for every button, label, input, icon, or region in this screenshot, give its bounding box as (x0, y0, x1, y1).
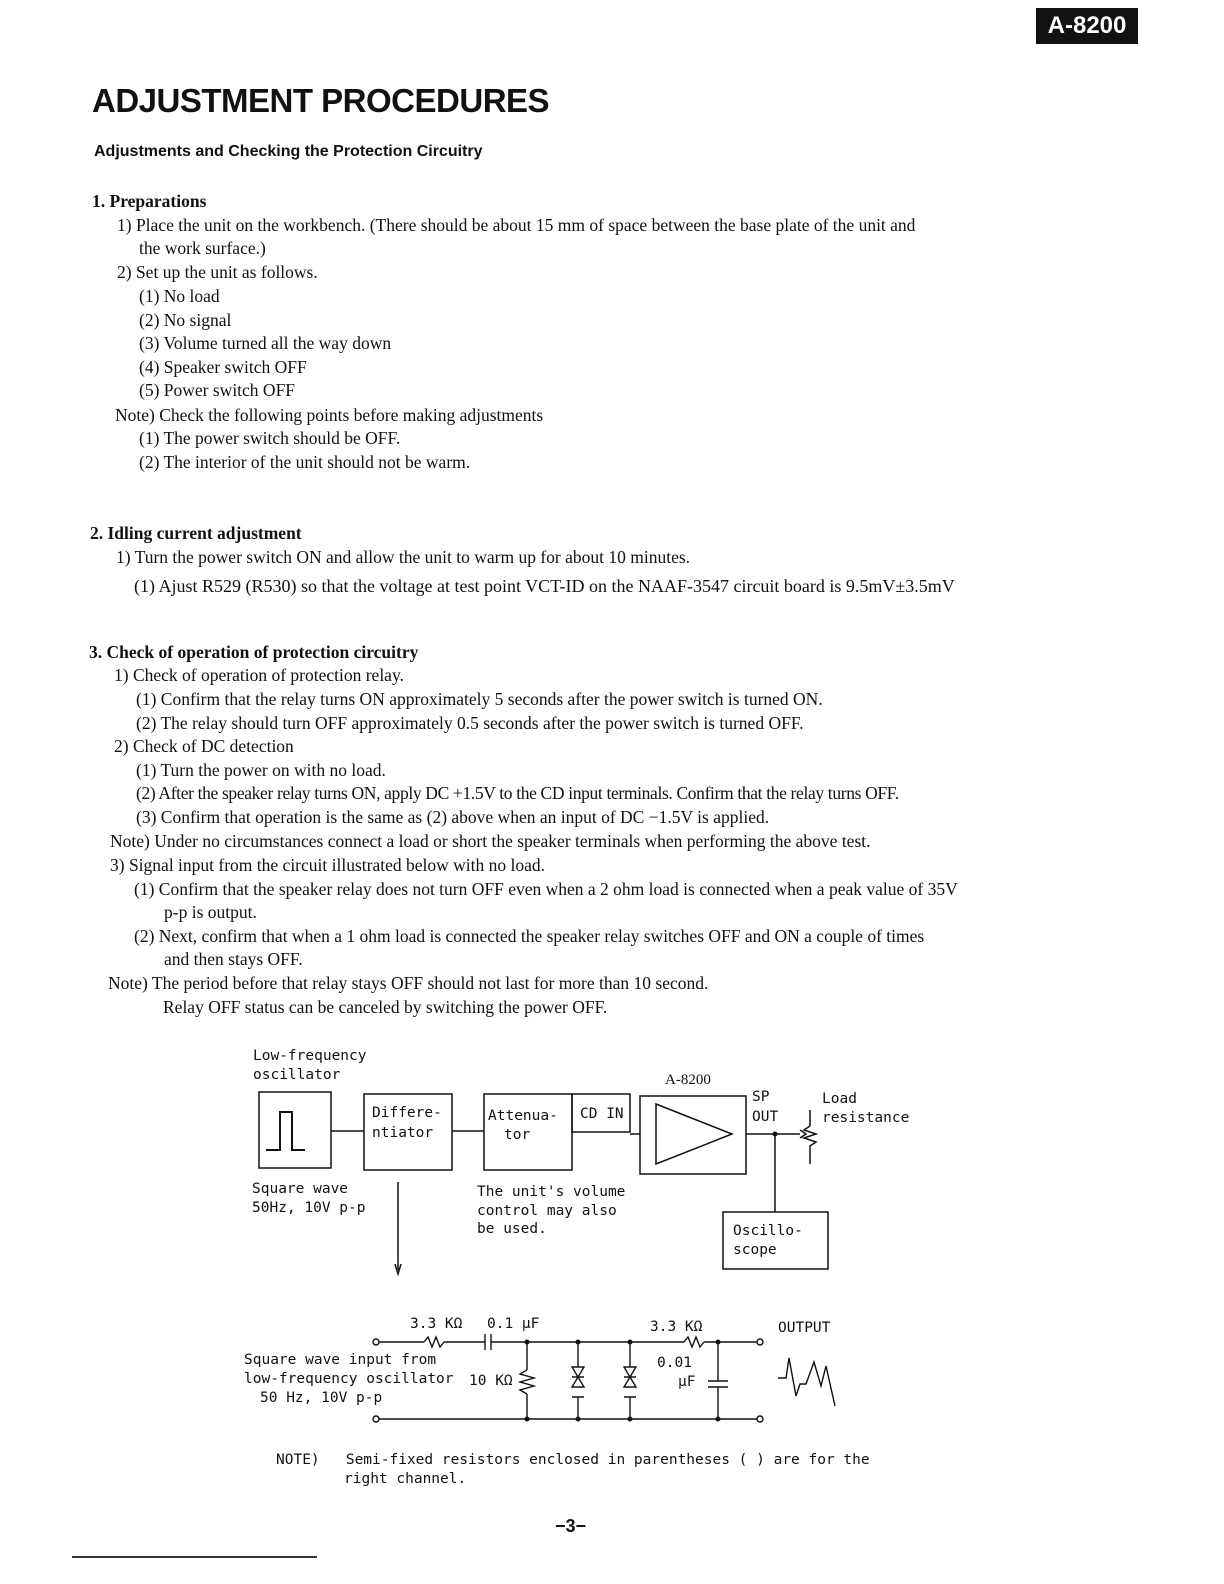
square-wave-label: 50Hz, 10V p-p (252, 1200, 366, 1216)
input-label: low-frequency oscillator (244, 1371, 454, 1387)
amplifier-triangle (656, 1104, 732, 1164)
output-label: OUTPUT (778, 1320, 831, 1336)
output-waveform-icon (778, 1358, 835, 1406)
r3-label: 3.3 KΩ (650, 1319, 703, 1335)
cd-in-label: CD IN (580, 1106, 624, 1122)
model-badge: A-8200 (1036, 8, 1138, 44)
section-3-note-2-cont: Relay OFF status can be canceled by switching the power OFF. (163, 997, 608, 1017)
r1-label: 3.3 KΩ (410, 1316, 463, 1332)
square-wave-icon (266, 1112, 305, 1150)
sp-label: SP (752, 1089, 770, 1105)
step-item: (1) Turn the power on with no load. (136, 760, 386, 780)
setup-item: (2) No signal (139, 310, 232, 330)
oscillator-box (259, 1092, 331, 1168)
step-item: (3) Confirm that operation is the same as (2) above when an input of DC −1.5V is applied. (136, 807, 770, 827)
section-2-heading: 2. Idling current adjustment (90, 523, 302, 543)
att-label: tor (504, 1127, 531, 1143)
note-item: (2) The interior of the unit should not be warm. (139, 452, 471, 472)
section-1-step-1-cont: the work surface.) (139, 238, 266, 258)
setup-item: (4) Speaker switch OFF (139, 357, 307, 377)
output-terminal (757, 1339, 763, 1345)
step-item-cont: p-p is output. (164, 902, 257, 922)
section-1-step-1: 1) Place the unit on the workbench. (There should be about 15 mm of space between the base plate of the unit and (117, 215, 916, 235)
footer-rule (72, 1556, 317, 1558)
wiper-arrow (800, 1130, 806, 1138)
diff-label: ntiator (372, 1125, 434, 1141)
footnote-cont: right channel. (344, 1471, 467, 1487)
diff-label: Differe- (372, 1105, 442, 1121)
setup-item: (3) Volume turned all the way down (139, 333, 392, 353)
input-terminal (373, 1339, 379, 1345)
att-label: Attenua- (488, 1108, 558, 1124)
c2-label: 0.01 (657, 1355, 692, 1371)
section-1-step-2: 2) Set up the unit as follows. (117, 262, 318, 282)
section-2-step-1: 1) Turn the power switch ON and allow the unit to warm up for about 10 minutes. (116, 547, 691, 567)
section-3-heading: 3. Check of operation of protection circuitry (89, 642, 419, 662)
c2-label: μF (678, 1374, 696, 1390)
osc-label: oscillator (253, 1067, 341, 1083)
load-label: resistance (822, 1110, 910, 1126)
section-1-heading: 1. Preparations (92, 191, 207, 211)
scope-label: Oscillo- (733, 1223, 803, 1239)
subtitle: Adjustments and Checking the Protection Circuitry (94, 143, 483, 160)
step-item: (1) Confirm that the relay turns ON approximately 5 seconds after the power switch is turned ON. (136, 689, 823, 709)
note-item: (1) The power switch should be OFF. (139, 428, 401, 448)
resistor-r1 (424, 1337, 444, 1347)
step-item-cont: and then stays OFF. (164, 949, 303, 969)
c1-label: 0.1 μF (487, 1316, 540, 1332)
resistor-r3 (684, 1337, 704, 1347)
setup-item: (1) No load (139, 286, 220, 306)
diode-pair-1 (572, 1367, 584, 1397)
input-label: Square wave input from (244, 1352, 437, 1368)
setup-item: (5) Power switch OFF (139, 380, 296, 400)
step-item: (1) Confirm that the speaker relay does not turn OFF even when a 2 ohm load is connected when a peak value of 35V (134, 879, 958, 899)
volume-note: be used. (477, 1221, 547, 1237)
section-1-note: Note) Check the following points before making adjustments (115, 405, 544, 425)
diode-pair-2 (624, 1367, 636, 1397)
page-title: ADJUSTMENT PROCEDURES (92, 82, 550, 119)
section-3-note-1: Note) Under no circumstances connect a load or short the speaker terminals when performing the above test. (110, 831, 871, 851)
section-3-note-2: Note) The period before that relay stays OFF should not last for more than 10 second. (108, 973, 709, 993)
scope-label: scope (733, 1242, 777, 1258)
page-number: −3− (555, 1516, 587, 1536)
step-item: (2) Next, confirm that when a 1 ohm load is connected the speaker relay switches OFF and ON a couple of times (134, 926, 925, 946)
amp-label: A-8200 (665, 1072, 711, 1088)
osc-label: Low-frequency (253, 1048, 367, 1064)
section-3-step-3: 3) Signal input from the circuit illustrated below with no load. (110, 855, 545, 875)
section-2-sub-1: (1) Ajust R529 (R530) so that the voltage at test point VCT-ID on the NAAF-3547 circuit board is 9.5mV±3.5mV (134, 576, 955, 596)
footnote: NOTE) Semi-fixed resistors enclosed in parentheses ( ) are for the (276, 1452, 870, 1468)
resistor-r2 (520, 1370, 534, 1394)
out-label: OUT (752, 1109, 779, 1125)
section-3-step-2: 2) Check of DC detection (114, 736, 294, 756)
step-item: (2) The relay should turn OFF approximately 0.5 seconds after the power switch is turned OFF. (136, 713, 804, 733)
square-wave-label: Square wave (252, 1181, 349, 1197)
load-label: Load (822, 1091, 857, 1107)
input-label: 50 Hz, 10V p-p (260, 1390, 383, 1406)
r2-label: 10 KΩ (469, 1373, 513, 1389)
step-item: (2) After the speaker relay turns ON, apply DC +1.5V to the CD input terminals. Confirm that the relay turns OFF. (136, 783, 899, 803)
section-3-step-1: 1) Check of operation of protection relay. (114, 665, 404, 685)
volume-note: control may also (477, 1203, 617, 1219)
volume-note: The unit's volume (477, 1184, 626, 1200)
